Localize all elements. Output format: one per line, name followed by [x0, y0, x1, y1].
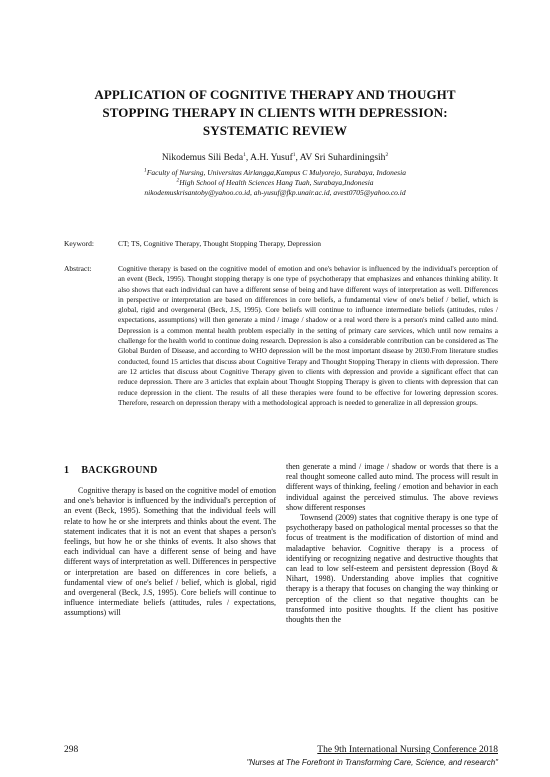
affiliation-mark: 1 — [144, 167, 147, 174]
conference-name: The 9th International Nursing Conference 2018 — [317, 745, 498, 755]
body-column-left — [64, 486, 276, 619]
body-column-right — [286, 462, 498, 625]
keywords-text: CT; TS, Cognitive Therapy, Thought Stopping Therapy, Depression — [118, 239, 322, 248]
body-paragraph: then generate a mind / image / shadow or words that there is a real thought someone called auto mind. The process will result in different ways of thinking, feeling / emotion and behavior in each individual against the perceived stimulus. The above reviews show different responses — [286, 462, 498, 512]
affiliation-text: Faculty of Nursing, Universitas Airlangga,Kampus C Mulyorejo, Surabaya, Indonesia — [146, 168, 406, 177]
abstract-label: Abstract: — [64, 264, 92, 273]
author-name: AV Sri Suhardiningsih — [299, 153, 386, 163]
body-paragraph: Cognitive therapy is based on the cognitive model of emotion and one's behavior is influenced by the individual's perception of an event (Beck, 1995). Something that the individual feels will relate to how he or she interprets and thinks about the event. The statement indicates that it is not an event that shapes a person's feelings, but how he or she thinks of events. It also shows that each individual can have a different sense of being and have different ways of interpretation as well. Differences in perspective or interpretation are based on differences in core beliefs, a fundamental view of one's belief / belief, which is global, rigid and overgeneral (Beck, J.S, 1995). Core beliefs will continue to influence intermediate beliefs (attitudes, rules / expectations, assumptions) will — [64, 486, 276, 618]
title-line: STOPPING THERAPY IN CLIENTS WITH DEPRESSION: — [102, 105, 448, 120]
author-affiliation-mark: 2 — [385, 151, 389, 158]
section-number: 1 — [64, 465, 70, 476]
section-title: BACKGROUND — [81, 465, 158, 476]
affiliation-1 — [60, 168, 490, 177]
author-affiliation-mark: 1 — [243, 151, 246, 158]
affiliation-text: High School of Health Sciences Hang Tuah, Surabaya,Indonesia — [179, 178, 374, 187]
keywords-label: Keyword: — [64, 239, 94, 248]
author-name: Nikodemus Sili Beda — [161, 153, 244, 163]
author-emails: nikodemuskrisantoby@yahoo.co.id, ah-yusuf@fkp.unair.ac.id, avest0705@yahoo.co.id — [144, 188, 406, 197]
author-affiliation-mark: 1 — [292, 151, 296, 158]
title-line: APPLICATION OF COGNITIVE THERAPY AND THOUGHT — [94, 87, 456, 102]
affiliation-2 — [60, 178, 490, 187]
abstract-text: Cognitive therapy is based on the cognitive model of emotion and one's behavior is influenced by the individual's perception of an event (Beck, 1995). Thought stopping therapy is one type of psychotherapy that emphasizes and enhances thinking ability. It also shows that each individual can have a different sense of being and have different ways of interpretation as well. Differences in perspective or interpretation are based on differences in core beliefs, a fundamental view of one's belief / belief, which is global, rigid and overgeneral (Beck, J.S, 1995). Core beliefs will continue to influence intermediate beliefs (attitudes, rules / expectations, assumptions) will then generate a mind / image / shadow or a real word there is a person's mind called auto mind. Depression is a common mental health problem especially in the setting of primary care services, which until now remains a challenge for the health world to continue doing research. Depression is also a considerable contribution can be considered as The Global Burden of Disease, and according to WHO depression will be the most important disease by 2030.From literature studies conducted, found 15 articles that discuss about Cognitive Terapy and Thought Stopping Therapy in clients with depression. There are 12 articles that discuss about Cognitive Therapy given to clients with depression and provide a significant effect that can reduce depression. There are 3 articles that explain about Thought Stopping Therapy is given to clients with depression that can reduce depression in the client. The results of all these therapies were found to be effective for lowering depression scores. Therefore, research on depression therapy with a methodological approach is needed to generalize in all depression groups. — [118, 264, 498, 407]
title-line: SYSTEMATIC REVIEW — [202, 123, 348, 138]
conference-tagline: "Nurses at The Forefront in Transforming Care, Science, and research" — [246, 758, 498, 767]
page-number: 298 — [64, 745, 79, 755]
paper-title — [70, 86, 480, 140]
author-name: A.H. Yusuf — [250, 153, 293, 163]
body-paragraph: Townsend (2009) states that cognitive therapy is one type of psychotherapy based on pathological mental processes so that the focus of treatment is the modification of distortion of mind and maladaptive behavior. Cognitive therapy is a process of identifying or recognizing negative and destructive thoughts that can lead to low self-esteem and persistent depression (Boyd & Nihart, 1998). Understanding above implies that cognitive therapy is a therapy that focuses on changing the way thinking or perception of the client so that negative thoughts can be transformed into positive thoughts. If the client has positive thoughts then the — [286, 513, 498, 625]
affiliation-mark: 2 — [176, 177, 180, 184]
section-heading — [64, 465, 158, 476]
author-list: Nikodemus Sili Beda$^1$, A.H. Yusuf$^1$, AV Sri Suhardiningsih$^2$ — [161, 151, 389, 163]
